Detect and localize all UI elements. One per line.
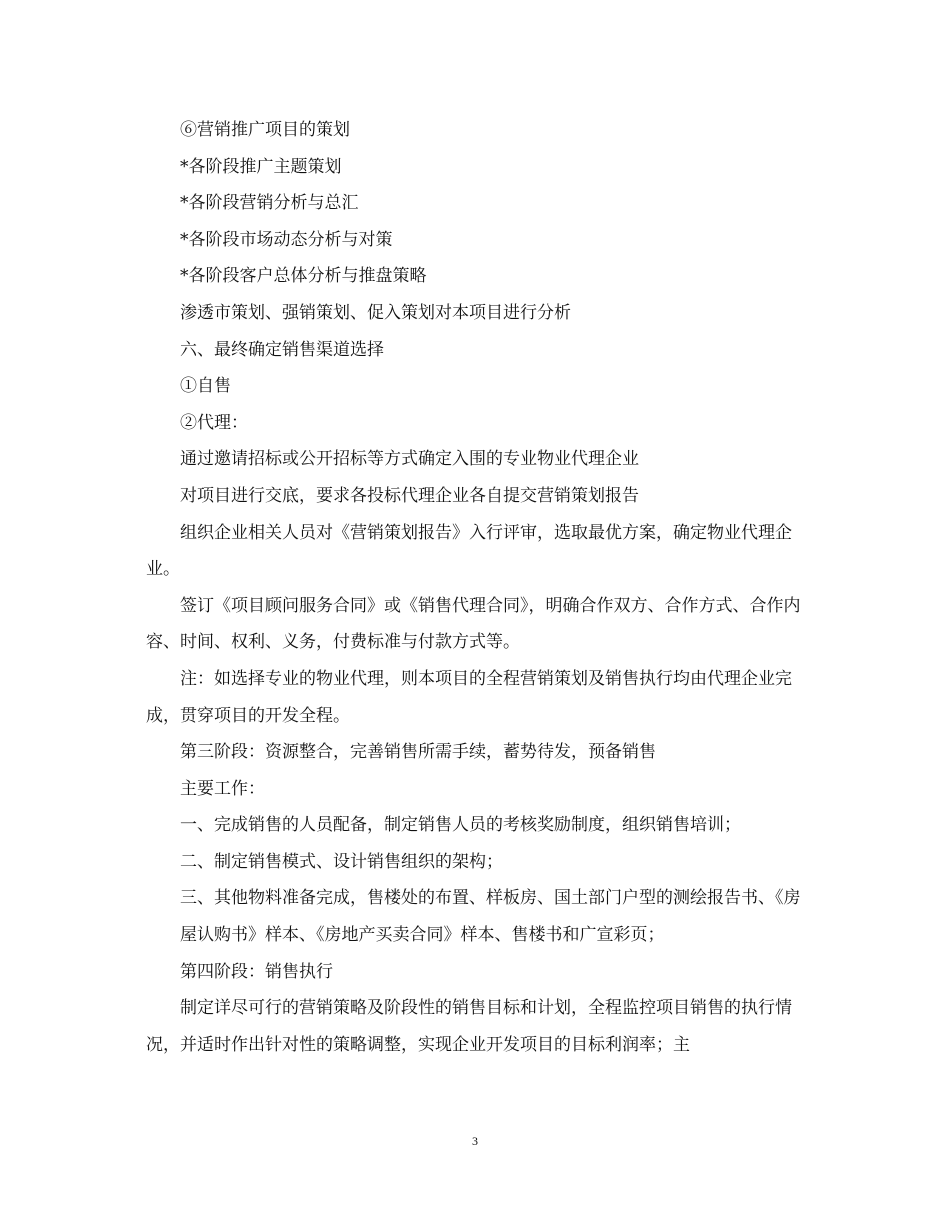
page-number: 3 [472,1134,478,1148]
paragraph-marketing-plan: ⑥营销推广项目的策划 [180,120,350,140]
paragraph-item-two: 二、制定销售模式、设计销售组织的架构； [180,851,503,872]
paragraph-stage-three: 第三阶段：资源整合，完善销售所需手续，蓄势待发，预备销售 [180,742,656,763]
paragraph-stage-analysis: *各阶段营销分析与总汇 [180,193,359,214]
paragraph-note: 注：如选择专业的物业代理，则本项目的全程营销策划及销售执行均由代理企业完成，贯穿项目的开发全程。 [146,668,792,726]
paragraph-review: 组织企业相关人员对《营销策划报告》入行评审，选取最优方案，确定物业代理企业。 [146,522,792,580]
paragraph-stage-theme: *各阶段推广主题策划 [180,156,342,177]
paragraph-item-three: 三、其他物料准备完成，售楼处的布置、样板房、国土部门户型的测绘报告书、《房 [180,888,801,909]
paragraph-contract: 签订《项目顾问服务合同》或《销售代理合同》，明确合作双方、合作方式、合作内容、时间、权利、义务，付费标准与付款方式等。 [146,595,801,653]
paragraph-item-one: 一、完成销售的人员配备，制定销售人员的考核奖励制度，组织销售培训； [180,815,741,836]
paragraph-self-sale: ①自售 [180,376,231,397]
paragraph-item-three-cont: 屋认购书》样本、《房地产买卖合同》样本、售楼书和广宣彩页； [180,925,665,946]
paragraph-tender: 通过邀请招标或公开招标等方式确定入围的专业物业代理企业 [180,449,639,470]
paragraph-agency: ②代理： [180,412,248,433]
paragraph-stage-four: 第四阶段：销售执行 [180,961,333,982]
paragraph-section-six: 六、最终确定销售渠道选择 [180,339,384,360]
paragraph-briefing: 对项目进行交底，要求各投标代理企业各自提交营销策划报告 [180,485,639,506]
paragraph-main-work: 主要工作： [180,778,265,799]
document-body [146,112,804,1063]
paragraph-strategy-analysis: 渗透市策划、强销策划、促入策划对本项目进行分析 [180,302,571,323]
paragraph-sales-strategy: 制定详尽可行的营销策略及阶段性的销售目标和计划，全程监控项目销售的执行情况，并适时作出针对性的策略调整，实现企业开发项目的目标利润率；主 [146,998,792,1055]
paragraph-stage-market: *各阶段市场动态分析与对策 [180,229,393,250]
paragraph-stage-customer: *各阶段客户总体分析与推盘策略 [180,266,427,287]
